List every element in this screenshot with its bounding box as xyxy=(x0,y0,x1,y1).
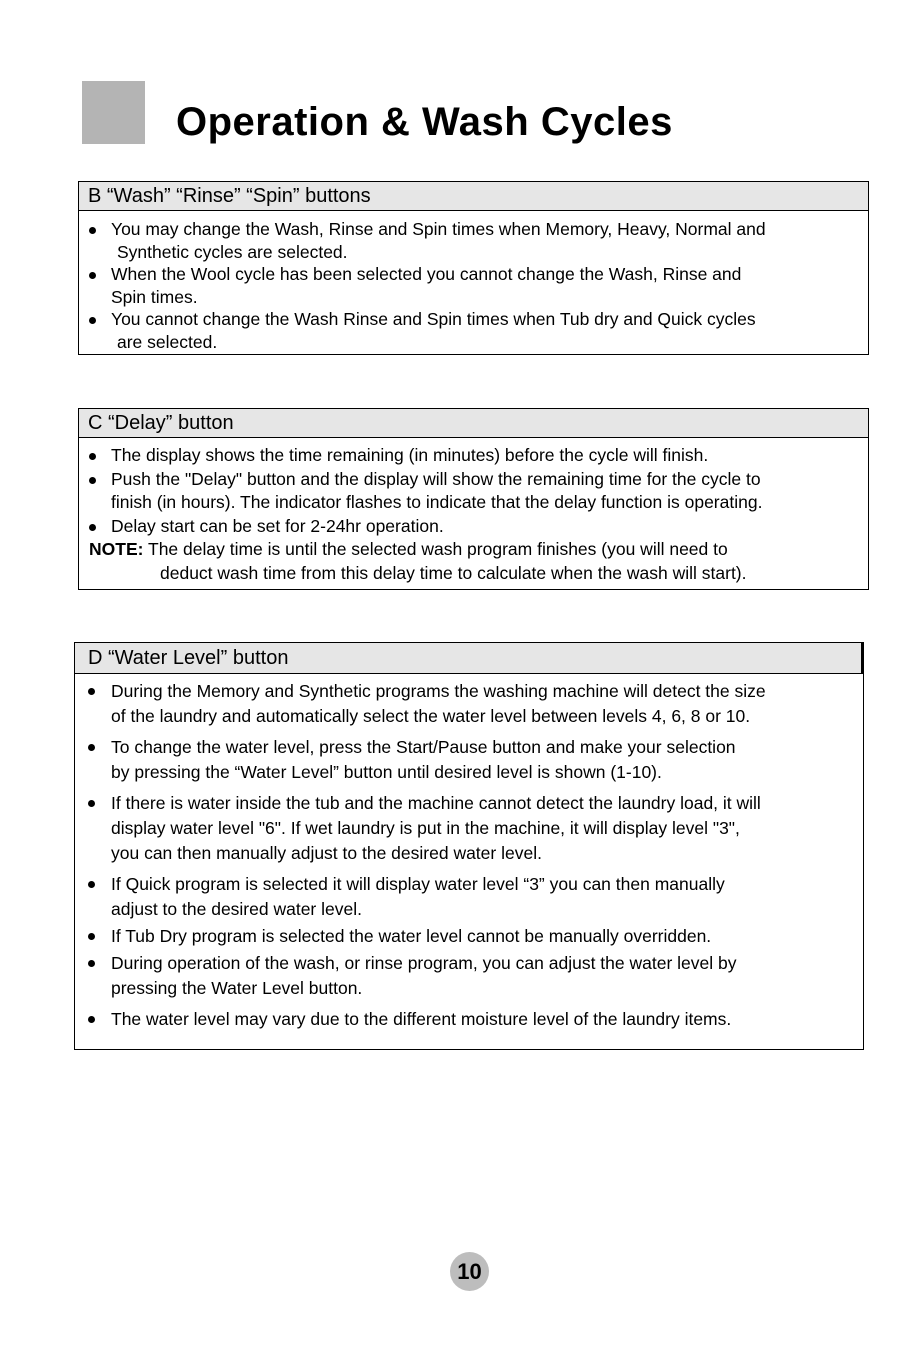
title-decoration-square xyxy=(82,81,145,144)
bullet-icon xyxy=(89,272,96,279)
section-d-list xyxy=(75,674,863,1032)
bullet-icon xyxy=(88,800,95,807)
bullet-icon xyxy=(89,227,96,234)
list-item: If there is water inside the tub and the machine cannot detect the laundry load, it will display water level "6". If wet laundry is put in the machine, it will display level "3", you can then manually adjust to the desired water level. xyxy=(75,791,863,866)
list-item: You cannot change the Wash Rinse and Spin times when Tub dry and Quick cycles are selected. xyxy=(79,308,868,353)
list-item: To change the water level, press the Start/Pause button and make your selection by pressing the “Water Level” button until desired level is shown (1-10). xyxy=(75,735,863,785)
bullet-icon xyxy=(88,688,95,695)
section-b-header: B “Wash” “Rinse” “Spin” buttons xyxy=(79,182,868,211)
list-item: You may change the Wash, Rinse and Spin times when Memory, Heavy, Normal and Synthetic cycles are selected. xyxy=(79,218,868,263)
section-wash-rinse-spin xyxy=(78,181,869,355)
bullet-icon xyxy=(88,881,95,888)
bullet-icon xyxy=(88,744,95,751)
section-d-header: D “Water Level” button xyxy=(75,643,863,674)
page-number-badge: 10 xyxy=(450,1252,489,1291)
bullet-icon xyxy=(89,477,96,484)
list-item: During the Memory and Synthetic programs the washing machine will detect the size of the laundry and automatically select the water level between levels 4, 6, 8 or 10. xyxy=(75,679,863,729)
bullet-icon xyxy=(88,960,95,967)
note-label: NOTE: xyxy=(89,539,144,559)
bullet-icon xyxy=(88,933,95,940)
section-water-level xyxy=(74,642,864,1050)
section-b-list xyxy=(79,211,868,353)
bullet-icon xyxy=(89,453,96,460)
list-item: The display shows the time remaining (in minutes) before the cycle will finish. xyxy=(79,444,868,468)
section-c-list xyxy=(79,438,868,538)
bullet-icon xyxy=(88,1016,95,1023)
list-item: Push the "Delay" button and the display will show the remaining time for the cycle to finish (in hours). The indicator flashes to indicate that the delay function is operating. xyxy=(79,468,868,515)
note-text-line-1: The delay time is until the selected wash program finishes (you will need to xyxy=(148,539,728,559)
list-item: If Tub Dry program is selected the water level cannot be manually overridden. xyxy=(75,924,863,949)
page-title: Operation & Wash Cycles xyxy=(176,100,673,144)
section-delay xyxy=(78,408,869,590)
note-text-line-2: deduct wash time from this delay time to calculate when the wash will start). xyxy=(160,562,747,583)
list-item: Delay start can be set for 2-24hr operation. xyxy=(79,515,868,539)
bullet-icon xyxy=(89,524,96,531)
section-c-header: C “Delay” button xyxy=(79,409,868,438)
list-item: During operation of the wash, or rinse program, you can adjust the water level by pressing the Water Level button. xyxy=(75,951,863,1001)
bullet-icon xyxy=(89,317,96,324)
list-item: The water level may vary due to the different moisture level of the laundry items. xyxy=(75,1007,863,1032)
delay-note xyxy=(79,538,868,585)
list-item: When the Wool cycle has been selected you cannot change the Wash, Rinse and Spin times. xyxy=(79,263,868,308)
list-item: If Quick program is selected it will display water level “3” you can then manually adjust to the desired water level. xyxy=(75,872,863,922)
